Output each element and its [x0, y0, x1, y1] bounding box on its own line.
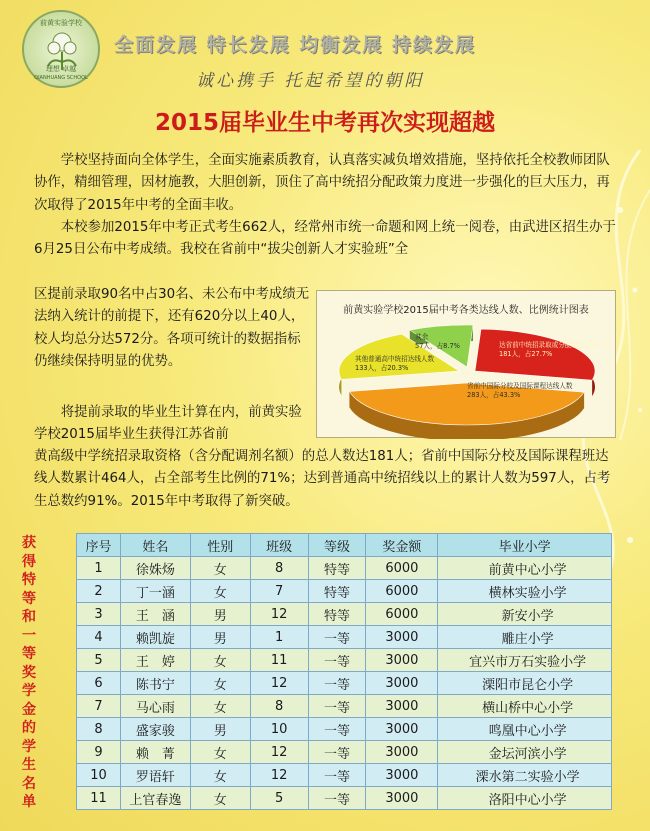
table-cell: 女: [190, 649, 250, 672]
award-title-char: 等: [21, 590, 37, 607]
table-cell: 一等: [308, 718, 366, 741]
table-cell: 1: [77, 557, 121, 580]
slice-label: 达省前中统招录取或分配调剂录取人数: [499, 341, 612, 349]
table-cell: 6: [77, 672, 121, 695]
table-cell: 8: [250, 695, 308, 718]
table-cell: 5: [77, 649, 121, 672]
table-cell: 上官春逸: [120, 787, 190, 810]
table-row: [77, 626, 612, 649]
table-cell: 新安小学: [438, 603, 612, 626]
table-cell: 盛家骏: [120, 718, 190, 741]
table-header-row: [77, 534, 612, 557]
table-row: [77, 649, 612, 672]
award-title-char: 名: [21, 775, 37, 792]
table-cell: 女: [190, 787, 250, 810]
table-row: [77, 603, 612, 626]
table-cell: 男: [190, 603, 250, 626]
table-cell: 金坛河滨小学: [438, 741, 612, 764]
slice-value-label: 283人，占43.3%: [467, 391, 521, 399]
table-cell: 4: [77, 626, 121, 649]
paragraph-admission-cont: 黄高级中学统招录取资格（含分配调剂名额）的总人数达181人；省前中国际分校及国际课程班达线人数累计464人，占全部考生比例的71%；达到普通高中统招线以上的累计人数为597人，占考生总数约91%。2015年中考取得了新突破。: [34, 449, 611, 509]
award-title-char: 一: [21, 627, 37, 644]
award-title-char: 获: [21, 535, 37, 551]
table-cell: 男: [190, 718, 250, 741]
award-title-char: 生: [21, 757, 37, 773]
column-header: 姓名: [120, 534, 190, 557]
table-cell: 一等: [308, 787, 366, 810]
table-cell: 溧阳市昆仑小学: [438, 672, 612, 695]
table-row: [77, 695, 612, 718]
table-cell: 3: [77, 603, 121, 626]
award-title-char: 等: [21, 646, 37, 662]
pie-chart-box: [316, 290, 616, 438]
award-title-char: 和: [21, 609, 37, 625]
award-title-char: 得: [21, 553, 37, 570]
table-cell: 横山桥中心小学: [438, 695, 612, 718]
table-cell: 陈书宁: [120, 672, 190, 695]
slice-value-label: 133人，占20.3%: [355, 364, 409, 372]
table-cell: 女: [190, 764, 250, 787]
table-cell: 徐姝炀: [120, 557, 190, 580]
table-cell: 3000: [366, 672, 438, 695]
table-cell: 雕庄小学: [438, 626, 612, 649]
column-header: 序号: [77, 534, 121, 557]
column-header: 等级: [308, 534, 366, 557]
table-row: [77, 672, 612, 695]
award-title-char: 的: [21, 720, 37, 736]
scholarship-table: [76, 533, 612, 810]
chart-title: 前黄实验学校2015届中考各类达线人数、比例统计图表: [343, 305, 589, 316]
table-cell: 特等: [308, 603, 366, 626]
paragraph-results: 区提前录取90名中占30名、未公布中考成绩无法纳入统计的前提下，还有620分以上40人，校人均总分达572分。各项可统计的数据指标仍继续保持明显的优势。: [34, 287, 310, 369]
table-cell: 一等: [308, 764, 366, 787]
table-cell: 女: [190, 580, 250, 603]
table-cell: 3000: [366, 718, 438, 741]
table-cell: 6000: [366, 603, 438, 626]
table-cell: 12: [250, 741, 308, 764]
table-cell: 8: [77, 718, 121, 741]
slice-label: 省前中国际分校及国际课程达线人数: [467, 382, 573, 390]
table-cell: 男: [190, 626, 250, 649]
table-cell: 10: [250, 718, 308, 741]
award-title-char: 学: [21, 683, 37, 699]
table-cell: 9: [77, 741, 121, 764]
paragraph-intro: 学校坚持面向全体学生，全面实施素质教育，认真落实减负增效措施，坚持依托全校教师团队协作，精细管理，因材施教，大胆创新，顶住了高中统招分配政策力度进一步强化的巨大压力，再次取得了2015年中考的全面丰收。: [34, 153, 610, 213]
paragraph-admission: 将提前录取的毕业生计算在内，前黄实验学校2015届毕业生获得江苏省前: [34, 405, 302, 443]
table-cell: 女: [190, 672, 250, 695]
table-cell: 3000: [366, 695, 438, 718]
table-cell: 特等: [308, 557, 366, 580]
slice-label: 其余: [415, 333, 429, 341]
column-header: 奖金额: [366, 534, 438, 557]
table-cell: 3000: [366, 741, 438, 764]
table-cell: 7: [250, 580, 308, 603]
paragraph-exam: 本校参加2015年中考正式考生662人，经常州市统一命题和网上统一阅卷，由武进区招生办于6月25日公布中考成绩。我校在省前中“拔尖创新人才实验班”全: [34, 220, 616, 258]
table-cell: 一等: [308, 695, 366, 718]
table-cell: 罗语轩: [120, 764, 190, 787]
headline: 2015届毕业生中考再次实现超越: [154, 110, 495, 136]
table-cell: 2: [77, 580, 121, 603]
table-cell: 赖 菁: [120, 741, 190, 764]
award-list-title: [14, 534, 44, 812]
table-cell: 3000: [366, 649, 438, 672]
table-row: [77, 718, 612, 741]
table-cell: 12: [250, 764, 308, 787]
logo-top-text: 前黄实验学校: [40, 19, 82, 27]
table-cell: 女: [190, 741, 250, 764]
table-cell: 6000: [366, 580, 438, 603]
slice-value-label: 57人，占8.7%: [415, 342, 460, 350]
award-title-char: 学: [21, 738, 37, 755]
table-cell: 12: [250, 672, 308, 695]
table-cell: 6000: [366, 557, 438, 580]
table-cell: 11: [250, 649, 308, 672]
table-cell: 11: [77, 787, 121, 810]
table-cell: 10: [77, 764, 121, 787]
table-row: [77, 764, 612, 787]
table-cell: 一等: [308, 741, 366, 764]
table-row: [77, 580, 612, 603]
table-cell: 一等: [308, 672, 366, 695]
table-cell: 女: [190, 557, 250, 580]
motto: 诚心携手 托起希望的朝阳: [196, 71, 425, 91]
table-cell: 特等: [308, 580, 366, 603]
table-cell: 一等: [308, 626, 366, 649]
table-cell: 12: [250, 603, 308, 626]
table-cell: 前黄中心小学: [438, 557, 612, 580]
slice-value-label: 181人，占27.7%: [499, 350, 553, 358]
table-cell: 丁一涵: [120, 580, 190, 603]
table-cell: 王 涵: [120, 603, 190, 626]
table-row: [77, 741, 612, 764]
award-title-char: 单: [21, 794, 37, 810]
table-cell: 洛阳中心小学: [438, 787, 612, 810]
table-cell: 1: [250, 626, 308, 649]
table-cell: 3000: [366, 626, 438, 649]
table-cell: 一等: [308, 649, 366, 672]
table-cell: 溧水第二实验小学: [438, 764, 612, 787]
award-title-char: 金: [21, 701, 37, 718]
logo-mid-text: 理想 卓越: [45, 65, 77, 73]
logo-bottom-text: QIANHUANG SCHOOL: [34, 75, 88, 81]
table-cell: 马心雨: [120, 695, 190, 718]
column-header: 性别: [190, 534, 250, 557]
table-cell: 女: [190, 695, 250, 718]
table-cell: 3000: [366, 764, 438, 787]
table-cell: 3000: [366, 787, 438, 810]
column-header: 班级: [250, 534, 308, 557]
table-row: [77, 557, 612, 580]
table-cell: 赖凯旋: [120, 626, 190, 649]
table-cell: 8: [250, 557, 308, 580]
table-cell: 横林实验小学: [438, 580, 612, 603]
pie-chart: [317, 291, 617, 439]
column-header: 毕业小学: [438, 534, 612, 557]
award-title-char: 特: [21, 572, 37, 588]
table-cell: 鸣凰中心小学: [438, 718, 612, 741]
school-logo: [22, 10, 100, 88]
table-row: [77, 787, 612, 810]
slice-label: 其他普通高中统招达线人数: [355, 355, 435, 363]
table-cell: 宜兴市万石实验小学: [438, 649, 612, 672]
award-title-char: 奖: [21, 664, 37, 681]
table-cell: 5: [250, 787, 308, 810]
table-cell: 王 婷: [120, 649, 190, 672]
slogan: 全面发展 特长发展 均衡发展 持续发展: [114, 34, 476, 56]
table-cell: 7: [77, 695, 121, 718]
